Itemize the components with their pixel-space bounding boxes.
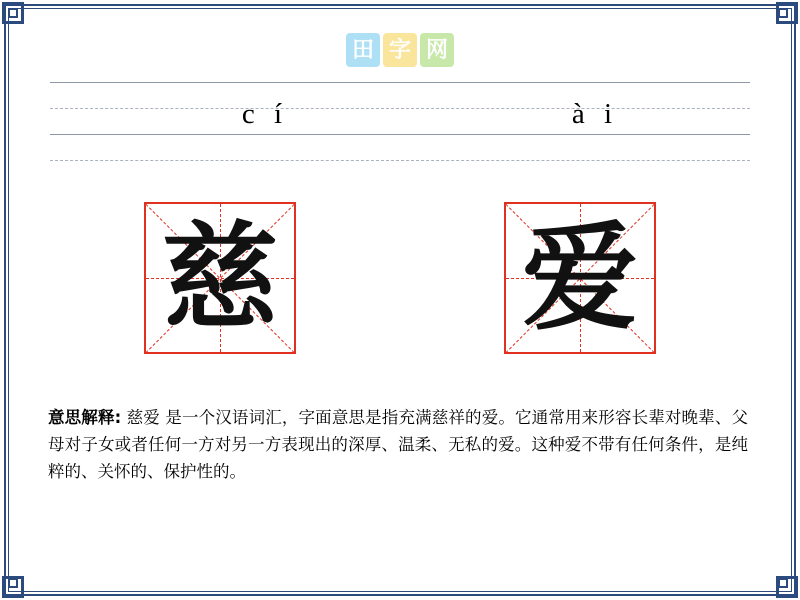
corner-ornament-bottom-left bbox=[2, 572, 28, 598]
character-glyph-1: 慈 bbox=[162, 210, 278, 346]
explanation-label: 意思解释: bbox=[48, 408, 122, 427]
logo-char-1: 田 bbox=[346, 33, 380, 67]
explanation-text: 慈爱 是一个汉语词汇，字面意思是指充满慈祥的爱。它通常用来形容长辈对晚辈、父母对子女或者任何一方对另一方表现出的深厚、温柔、无私的爱。这种爱不带有任何条件，是纯粹的、关怀的、保护性的。 bbox=[48, 408, 748, 481]
pinyin-syllable-2: à i bbox=[571, 98, 619, 130]
site-logo-watermark bbox=[0, 22, 800, 78]
logo-char-2: 字 bbox=[383, 33, 417, 67]
meaning-explanation bbox=[48, 404, 748, 485]
character-cell-2 bbox=[504, 202, 656, 354]
staff-line-top bbox=[50, 82, 750, 83]
staff-line-third bbox=[50, 134, 750, 135]
character-cell-1 bbox=[144, 202, 296, 354]
pinyin-syllable-1: c í bbox=[241, 98, 289, 130]
logo-char-3: 网 bbox=[420, 33, 454, 67]
character-grid-row bbox=[0, 202, 800, 360]
pinyin-staff bbox=[50, 82, 750, 160]
staff-line-bottom bbox=[50, 160, 750, 161]
character-glyph-2: 爱 bbox=[522, 210, 638, 346]
corner-ornament-bottom-right bbox=[772, 572, 798, 598]
